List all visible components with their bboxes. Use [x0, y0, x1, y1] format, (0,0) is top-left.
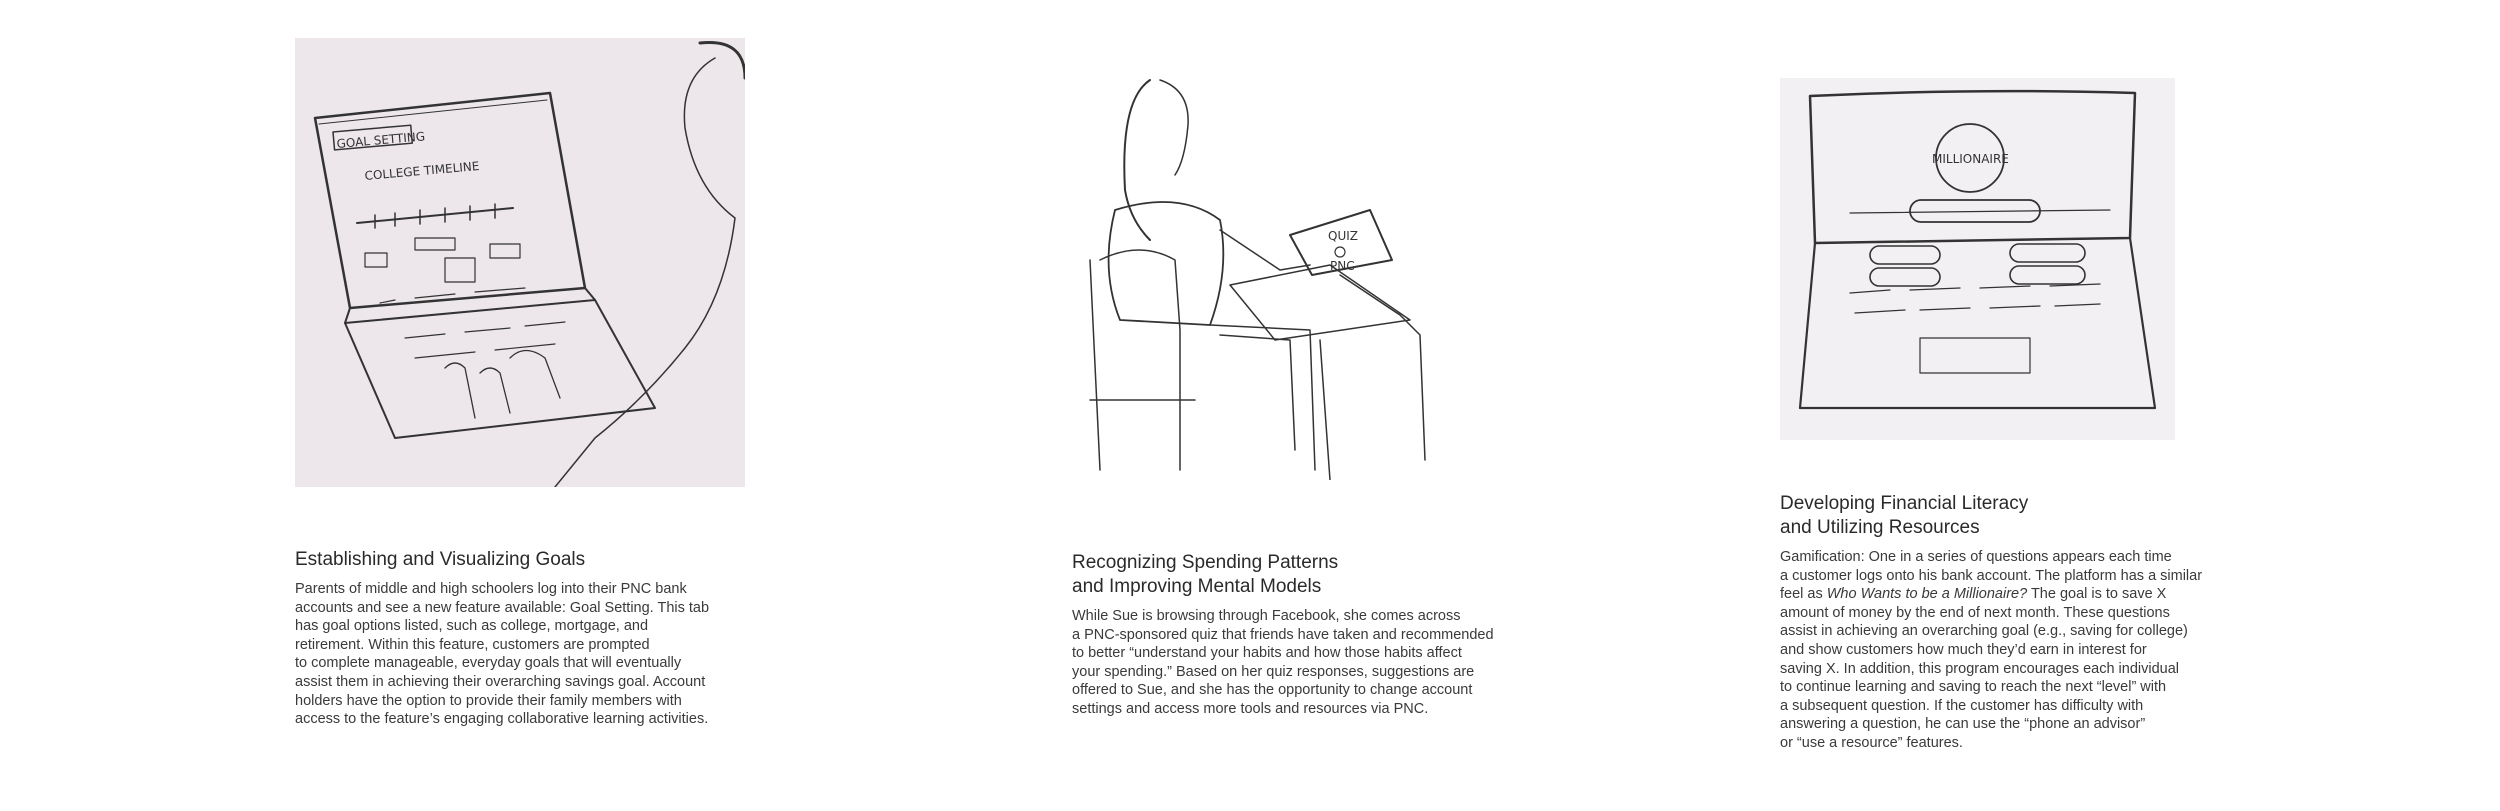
- goals-body-line: access to the feature’s engaging collaborative learning activities.: [295, 711, 709, 728]
- literacy-suffix: The goal is to save X: [2027, 586, 2167, 603]
- millionaire-reference: Who Wants to be a Millionaire?: [1826, 586, 2028, 603]
- literacy-body-line-3: [1780, 585, 2200, 604]
- spending-title-line: Recognizing Spending Patterns: [1072, 552, 1339, 573]
- literacy-title: [1780, 492, 2200, 540]
- spending-caption: [1072, 551, 1512, 719]
- literacy-body-line: and show customers how much they’d earn in interest for: [1780, 641, 2147, 658]
- spending-body-line: your spending.” Based on her quiz responses, suggestions are: [1072, 663, 1475, 680]
- goals-caption: [295, 548, 765, 729]
- spending-body-line: While Sue is browsing through Facebook, she comes across: [1072, 608, 1461, 624]
- goals-body-line: retirement. Within this feature, customers are prompted: [295, 636, 650, 653]
- goals-title: [295, 548, 765, 572]
- literacy-body-line: answering a question, he can use the “phone an advisor”: [1780, 716, 2146, 733]
- literacy-body: [1780, 548, 2203, 753]
- person-desk-drawing: [1080, 70, 1490, 480]
- goals-body-line: to complete manageable, everyday goals that will eventually: [295, 655, 682, 672]
- spending-quiz-sketch: [1080, 70, 1490, 480]
- goals-body-line: assist them in achieving their overarching savings goal. Account: [295, 673, 706, 690]
- millionaire-sketch: [1780, 78, 2175, 440]
- literacy-body-line: amount of money by the end of next month. These questions: [1780, 604, 2170, 621]
- spending-title-line: and Improving Mental Models: [1072, 576, 1322, 597]
- goals-body: [295, 580, 765, 729]
- literacy-body-line: a subsequent question. If the customer has difficulty with: [1780, 697, 2144, 714]
- literacy-caption: [1780, 492, 2203, 753]
- goals-body-line: holders have the option to provide their family members with: [295, 692, 682, 709]
- goals-body-line: Parents of middle and high schoolers log into their PNC bank: [295, 581, 687, 597]
- literacy-body-line: to continue learning and saving to reach the next “level” with: [1780, 679, 2167, 696]
- goals-body-line: accounts and see a new feature available: Goal Setting. This tab: [295, 599, 710, 616]
- goals-title-line: Establishing and Visualizing Goals: [295, 549, 586, 570]
- literacy-prefix: feel as: [1780, 586, 1827, 603]
- screen-pnc-text: PNC: [1330, 259, 1355, 273]
- spending-body-line: a PNC-sponsored quiz that friends have taken and recommended: [1072, 626, 1494, 643]
- screen-heading-text: COLLEGE TIMELINE: [364, 159, 480, 183]
- screen-millionaire-text: MILLIONAIRE: [1932, 152, 2009, 166]
- laptop-goal-drawing: [295, 38, 745, 487]
- spending-title: [1072, 551, 1512, 599]
- literacy-body-line: assist in achieving an overarching goal (e.g., saving for college): [1780, 623, 2188, 640]
- literacy-title-line: Developing Financial Literacy: [1780, 493, 2029, 514]
- laptop-millionaire-drawing: [1780, 78, 2175, 440]
- goal-setting-sketch: [295, 38, 745, 487]
- spending-body: [1072, 607, 1512, 719]
- literacy-body-line: Gamification: One in a series of questions appears each time: [1780, 549, 2172, 565]
- spending-body-line: settings and access more tools and resources via PNC.: [1072, 700, 1429, 717]
- literacy-title-line: and Utilizing Resources: [1780, 517, 1980, 538]
- goals-body-line: has goal options listed, such as college, mortgage, and: [295, 618, 649, 635]
- screen-tag-text: GOAL SETTING: [336, 129, 426, 151]
- spending-body-line: to better “understand your habits and how those habits affect: [1072, 645, 1462, 662]
- literacy-body-line: saving X. In addition, this program encourages each individual: [1780, 660, 2179, 677]
- spending-body-line: offered to Sue, and she has the opportunity to change account: [1072, 682, 1473, 699]
- screen-quiz-text: QUIZ: [1328, 229, 1358, 243]
- literacy-body-line: or “use a resource” features.: [1780, 734, 1963, 751]
- literacy-body-line: a customer logs onto his bank account. The platform has a similar: [1780, 567, 2203, 584]
